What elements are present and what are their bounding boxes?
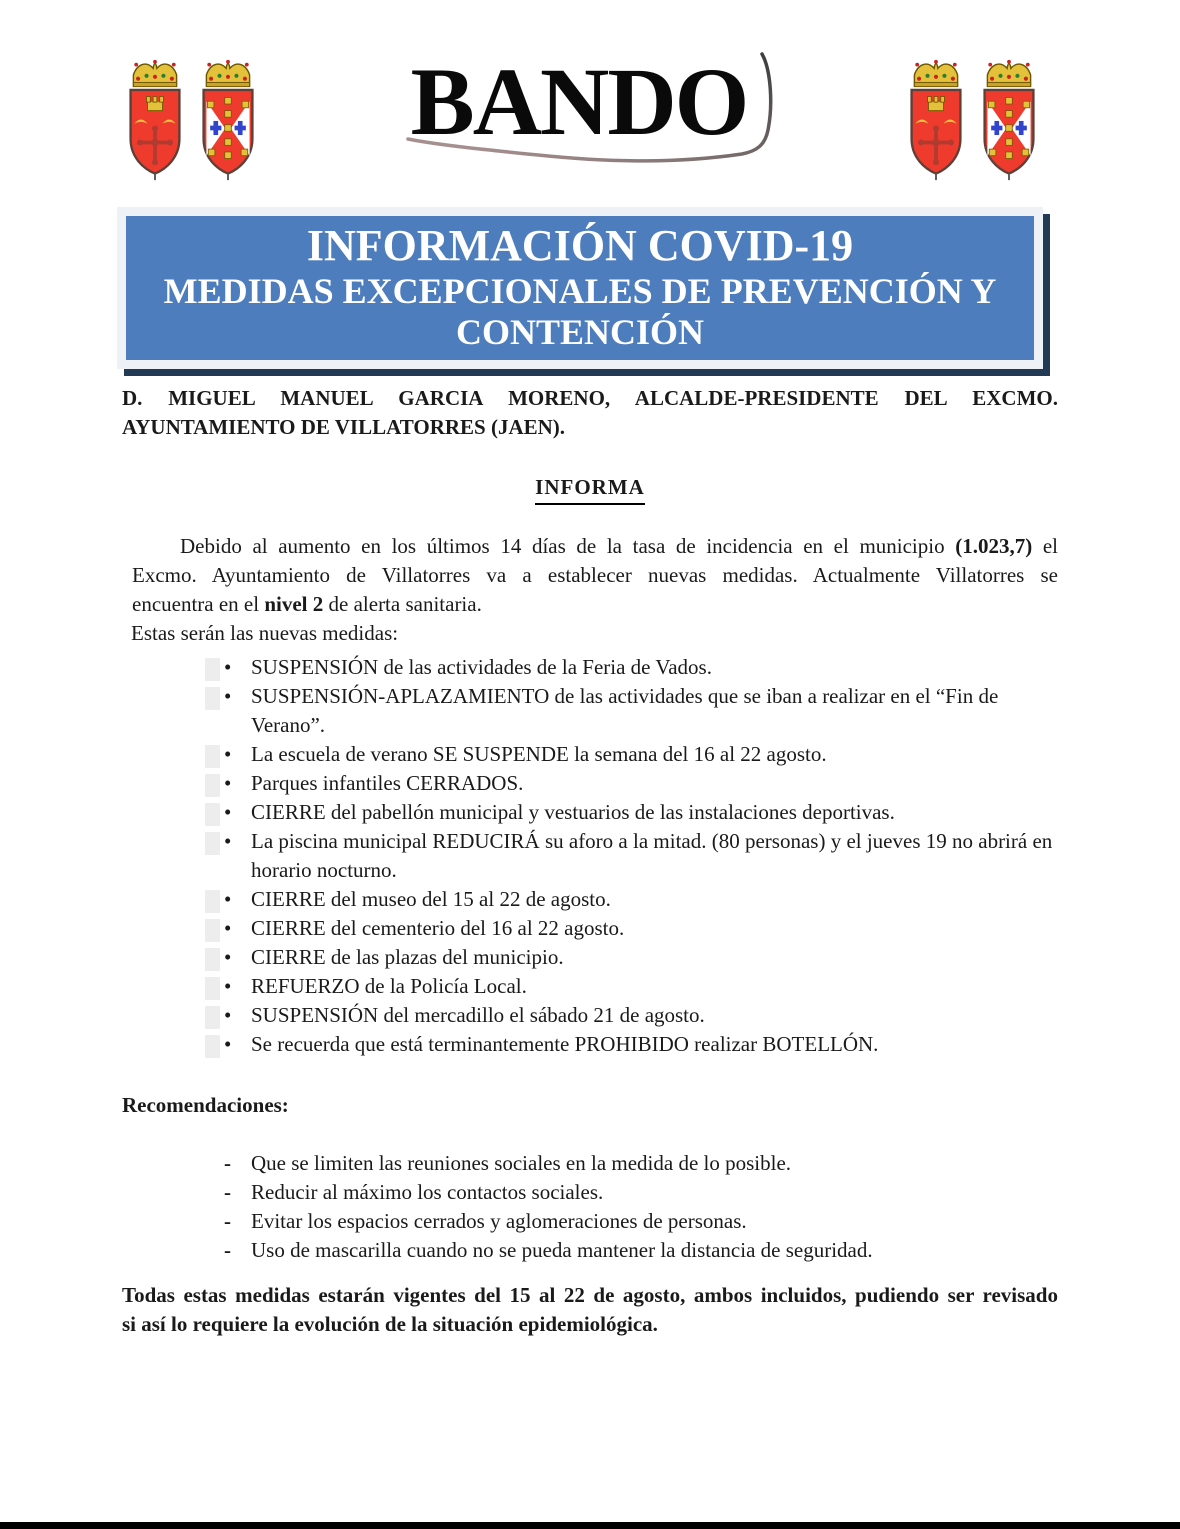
highlight-mark [205, 1006, 220, 1029]
list-item: - Evitar los espacios cerrados y aglomeraciones de personas. [207, 1207, 1058, 1236]
list-item: • La escuela de verano SE SUSPENDE la semana del 16 al 22 agosto. [207, 740, 1058, 769]
closing-line-1: Todas estas medidas estarán vigentes del 15 al 22 de agosto, ambos incluidos, pudiendo ser revisado [122, 1283, 1058, 1307]
highlight-mark [205, 948, 220, 971]
measures-lead: Estas serán las nuevas medidas: [131, 621, 399, 645]
alert-level-value: nivel 2 [264, 592, 324, 616]
page-bottom-divider [0, 1522, 1180, 1529]
list-item: • SUSPENSIÓN-APLAZAMIENTO de las actividades que se iban a realizar en el “Fin de Verano”. [207, 682, 1058, 740]
banner-subtitle-line1: MEDIDAS EXCEPCIONALES DE PREVENCIÓN Y [163, 271, 997, 311]
covid-banner [126, 216, 1034, 360]
coat-of-arms-left-pair [122, 58, 261, 182]
closing-paragraph [122, 1281, 1058, 1339]
coat-of-arms-saltire-icon [195, 58, 261, 182]
measures-list [207, 653, 1058, 1059]
intro-line-1: Debido al aumento en los últimos 14 días de la tasa de incidencia en el municipio (1.023,7) el [180, 534, 1058, 558]
highlight-mark [205, 977, 220, 1000]
list-item: • La piscina municipal REDUCIRÁ su aforo a la mitad. (80 personas) y el jueves 19 no abrirá en horario nocturno. [207, 827, 1058, 885]
intro-paragraph [132, 532, 1058, 619]
list-item: • CIERRE del museo del 15 al 22 de agosto. [207, 885, 1058, 914]
authority-statement [122, 384, 1058, 442]
authority-line-2: AYUNTAMIENTO DE VILLATORRES (JAEN). [122, 415, 566, 439]
list-item: • SUSPENSIÓN de las actividades de la Feria de Vados. [207, 653, 1058, 682]
highlight-mark [205, 803, 220, 826]
closing-line-2: si así lo requiere la evolución de la situación epidemiológica. [122, 1312, 658, 1336]
covid-banner-frame [117, 207, 1043, 369]
highlight-mark [205, 687, 220, 710]
intro-line-2: Excmo. Ayuntamiento de Villatorres va a establecer nuevas medidas. Actualmente Villatorres se [132, 563, 1058, 587]
bando-title-block [390, 50, 790, 190]
recommendations-list [207, 1149, 1058, 1265]
list-item: • Parques infantiles CERRADOS. [207, 769, 1058, 798]
list-item: • CIERRE de las plazas del municipio. [207, 943, 1058, 972]
highlight-mark [205, 890, 220, 913]
highlight-mark [205, 832, 220, 855]
highlight-mark [205, 658, 220, 681]
incidence-rate-value: (1.023,7) [955, 534, 1033, 558]
highlight-mark [205, 1035, 220, 1058]
banner-title: INFORMACIÓN COVID-19 [306, 221, 854, 270]
list-item: • CIERRE del cementerio del 16 al 22 agosto. [207, 914, 1058, 943]
list-item: • Se recuerda que está terminantemente PROHIBIDO realizar BOTELLÓN. [207, 1030, 1058, 1059]
coat-of-arms-right-pair [903, 58, 1042, 182]
list-item: • REFUERZO de la Policía Local. [207, 972, 1058, 1001]
list-item: • SUSPENSIÓN del mercadillo el sábado 21 de agosto. [207, 1001, 1058, 1030]
banner-subtitle-line2: CONTENCIÓN [455, 312, 705, 352]
coat-of-arms-cross-icon [903, 58, 969, 182]
list-item: - Uso de mascarilla cuando no se pueda mantener la distancia de seguridad. [207, 1236, 1058, 1265]
coat-of-arms-saltire-icon [976, 58, 1042, 182]
authority-line-1: D. MIGUEL MANUEL GARCIA MORENO, ALCALDE-PRESIDENTE DEL EXCMO. [122, 386, 1058, 410]
coat-of-arms-cross-icon [122, 58, 188, 182]
intro-line-3: encuentra en el nivel 2 de alerta sanitaria. [132, 592, 482, 616]
recommendations-heading: Recomendaciones: [122, 1093, 289, 1117]
highlight-mark [205, 919, 220, 942]
informa-heading: INFORMA [122, 473, 1058, 505]
list-item: • CIERRE del pabellón municipal y vestuarios de las instalaciones deportivas. [207, 798, 1058, 827]
highlight-mark [205, 774, 220, 797]
document-body [122, 384, 1058, 1339]
list-item: - Reducir al máximo los contactos sociales. [207, 1178, 1058, 1207]
list-item: - Que se limiten las reuniones sociales en la medida de lo posible. [207, 1149, 1058, 1178]
highlight-mark [205, 745, 220, 768]
page-title: BANDO [410, 48, 748, 155]
